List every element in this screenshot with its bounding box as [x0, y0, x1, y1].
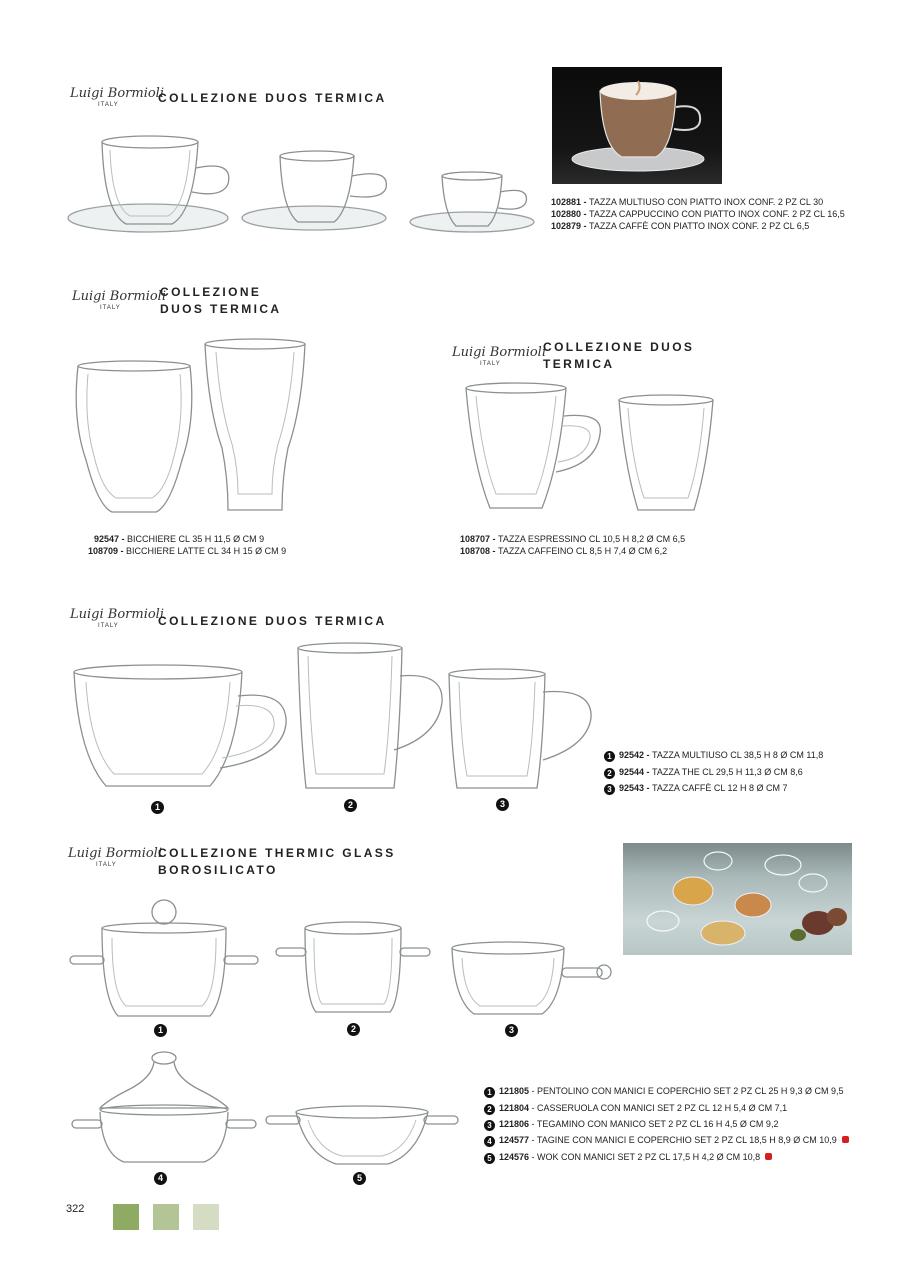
- glass-caffeino-image: [616, 394, 716, 516]
- caption-item: 1 121805 - PENTOLINO CON MANICI E COPERCHIO SET 2 PZ CL 25 H 9,3 Ø CM 9,5: [484, 1085, 843, 1098]
- product-desc: BICCHIERE CL 35 H 11,5 Ø CM 9: [127, 534, 265, 544]
- caption-item: 102880 - TAZZA CAPPUCCINO CON PIATTO INOX CONF. 2 PZ CL 16,5: [551, 209, 845, 219]
- product-code: 102879: [551, 221, 582, 231]
- section-title-line: DUOS TERMICA: [160, 302, 282, 316]
- mug-caffe-image: [447, 668, 597, 794]
- caption-item: 108708 - TAZZA CAFFEINO CL 8,5 H 7,4 Ø CM 6,2: [460, 546, 668, 556]
- product-desc: PENTOLINO CON MANICI E COPERCHIO SET 2 PZ CL 25 H 9,3 Ø CM 9,5: [537, 1086, 844, 1096]
- color-swatch: [153, 1204, 179, 1230]
- caption-item: 2 121804 - CASSERUOLA CON MANICI SET 2 PZ CL 12 H 5,4 Ø CM 7,1: [484, 1102, 787, 1115]
- item-marker: 5: [353, 1172, 366, 1185]
- cup-caffe-image: [410, 170, 540, 242]
- product-code: 108708: [460, 546, 491, 556]
- item-number: 2: [484, 1104, 495, 1115]
- item-number: 5: [484, 1153, 495, 1164]
- caption-item: 3 121806 - TEGAMINO CON MANICO SET 2 PZ CL 16 H 4,5 Ø CM 9,2: [484, 1118, 778, 1131]
- section-title: [160, 284, 281, 318]
- item-number: 1: [604, 751, 615, 762]
- item-marker: 4: [154, 1172, 167, 1185]
- wok-image: [266, 1102, 458, 1170]
- color-swatch: [193, 1204, 219, 1230]
- section-title-line: COLLEZIONE: [160, 285, 262, 299]
- page-number: 322: [66, 1203, 85, 1215]
- caption-item: 2 92544 - TAZZA THE CL 29,5 H 11,3 Ø CM 8,6: [604, 766, 803, 779]
- caption-item: 3 92543 - TAZZA CAFFÈ CL 12 H 8 Ø CM 7: [604, 782, 788, 795]
- product-desc: TAZZA CAFFÈ CL 12 H 8 Ø CM 7: [652, 783, 788, 793]
- product-code: 108709: [88, 546, 119, 556]
- item-marker: 1: [151, 801, 164, 814]
- product-desc: TAZZA MULTIUSO CL 38,5 H 8 Ø CM 11,8: [652, 750, 824, 760]
- cappuccino-photo: [552, 67, 722, 184]
- brand-script: Luigi Bormioli: [72, 289, 166, 304]
- pentolino-image: [70, 898, 258, 1024]
- brand-script: Luigi Bormioli: [452, 345, 546, 360]
- glass-latte-image: [202, 338, 308, 520]
- section-title-line: COLLEZIONE THERMIC GLASS: [158, 846, 396, 860]
- item-number: 2: [604, 768, 615, 779]
- color-swatch: [113, 1204, 139, 1230]
- item-number: 4: [484, 1136, 495, 1147]
- item-marker: 2: [347, 1023, 360, 1036]
- product-desc: TAZZA CAFFEINO CL 8,5 H 7,4 Ø CM 6,2: [498, 546, 668, 556]
- cup-multiuso-image: [68, 132, 238, 242]
- product-desc: TAZZA CAFFÈ CON PIATTO INOX CONF. 2 PZ CL 6,5: [589, 221, 810, 231]
- brand-logo: [70, 86, 164, 116]
- item-marker: 2: [344, 799, 357, 812]
- item-marker: 1: [154, 1024, 167, 1037]
- product-code: 102881: [551, 197, 582, 207]
- casseruola-image: [276, 920, 430, 1018]
- product-desc: TAZZA CAPPUCCINO CON PIATTO INOX CONF. 2 PZ CL 16,5: [589, 209, 845, 219]
- product-code: 102880: [551, 209, 582, 219]
- product-code: 92547: [94, 534, 120, 544]
- product-code: 124577: [499, 1135, 530, 1145]
- section-title-line: BOROSILICATO: [158, 863, 278, 877]
- item-number: 3: [604, 784, 615, 795]
- item-number: 3: [484, 1120, 495, 1131]
- product-code: 121805: [499, 1086, 530, 1096]
- item-number: 1: [484, 1087, 495, 1098]
- brand-country: ITALY: [100, 305, 121, 311]
- section-title: COLLEZIONE DUOS TERMICA: [158, 91, 387, 105]
- caption-item: 4 124577 - TAGINE CON MANICI E COPERCHIO SET 2 PZ CL 18,5 H 8,9 Ø CM 10,9: [484, 1134, 849, 1147]
- product-code: 92542: [619, 750, 645, 760]
- caption-item: 108709 - BICCHIERE LATTE CL 34 H 15 Ø CM 9: [88, 546, 287, 556]
- product-desc: TEGAMINO CON MANICO SET 2 PZ CL 16 H 4,5 Ø CM 9,2: [536, 1119, 779, 1129]
- tegamino-image: [450, 940, 614, 1020]
- glass-bicchiere-image: [72, 360, 196, 520]
- mug-the-image: [296, 642, 446, 794]
- brand-script: Luigi Bormioli: [70, 86, 164, 101]
- section-title: [158, 845, 396, 879]
- section-title: COLLEZIONE DUOS TERMICA: [158, 614, 387, 628]
- brand-country: ITALY: [480, 361, 501, 367]
- product-code: 124576: [499, 1152, 530, 1162]
- caption-item: 108707 - TAZZA ESPRESSINO CL 10,5 H 8,2 Ø CM 6,5: [460, 534, 686, 544]
- brand-script: Luigi Bormioli: [70, 607, 164, 622]
- product-desc: CASSERUOLA CON MANICI SET 2 PZ CL 12 H 5,4 Ø CM 7,1: [537, 1103, 788, 1113]
- caption-item: 92547 - BICCHIERE CL 35 H 11,5 Ø CM 9: [94, 534, 265, 544]
- cup-cappuccino-image: [242, 150, 402, 240]
- section-title-line: COLLEZIONE DUOS: [543, 340, 695, 354]
- product-code: 92544: [619, 767, 645, 777]
- brand-logo: [70, 607, 164, 637]
- section-title-line: TERMICA: [543, 357, 615, 371]
- product-desc: WOK CON MANICI SET 2 PZ CL 17,5 H 4,2 Ø CM 10,8: [537, 1152, 761, 1162]
- product-desc: BICCHIERE LATTE CL 34 H 15 Ø CM 9: [126, 546, 287, 556]
- product-desc: TAGINE CON MANICI E COPERCHIO SET 2 PZ CL 18,5 H 8,9 Ø CM 10,9: [536, 1135, 837, 1145]
- brand-script: Luigi Bormioli: [68, 846, 162, 861]
- product-code: 121804: [499, 1103, 530, 1113]
- product-desc: TAZZA ESPRESSINO CL 10,5 H 8,2 Ø CM 6,5: [498, 534, 686, 544]
- product-code: 121806: [499, 1119, 530, 1129]
- product-code: 108707: [460, 534, 491, 544]
- new-marker: [842, 1136, 849, 1143]
- caption-item: 1 92542 - TAZZA MULTIUSO CL 38,5 H 8 Ø CM 11,8: [604, 749, 823, 762]
- product-desc: TAZZA THE CL 29,5 H 11,3 Ø CM 8,6: [652, 767, 803, 777]
- brand-country: ITALY: [98, 623, 119, 629]
- brand-logo: [72, 289, 166, 319]
- brand-logo: [68, 846, 162, 876]
- brand-country: ITALY: [96, 862, 117, 868]
- cup-multiuso-large-image: [72, 664, 292, 796]
- tagine-image: [72, 1050, 254, 1170]
- food-photo: [623, 843, 852, 955]
- new-marker: [765, 1153, 772, 1160]
- brand-country: ITALY: [98, 102, 119, 108]
- brand-logo: [452, 345, 546, 375]
- caption-item: 102881 - TAZZA MULTIUSO CON PIATTO INOX CONF. 2 PZ CL 30: [551, 197, 824, 207]
- product-code: 92543: [619, 783, 645, 793]
- section-title: [543, 339, 694, 373]
- mug-espressino-image: [462, 382, 606, 516]
- product-desc: TAZZA MULTIUSO CON PIATTO INOX CONF. 2 PZ CL 30: [589, 197, 824, 207]
- item-marker: 3: [505, 1024, 518, 1037]
- caption-item: 102879 - TAZZA CAFFÈ CON PIATTO INOX CONF. 2 PZ CL 6,5: [551, 221, 810, 231]
- caption-item: 5 124576 - WOK CON MANICI SET 2 PZ CL 17,5 H 4,2 Ø CM 10,8: [484, 1151, 772, 1164]
- item-marker: 3: [496, 798, 509, 811]
